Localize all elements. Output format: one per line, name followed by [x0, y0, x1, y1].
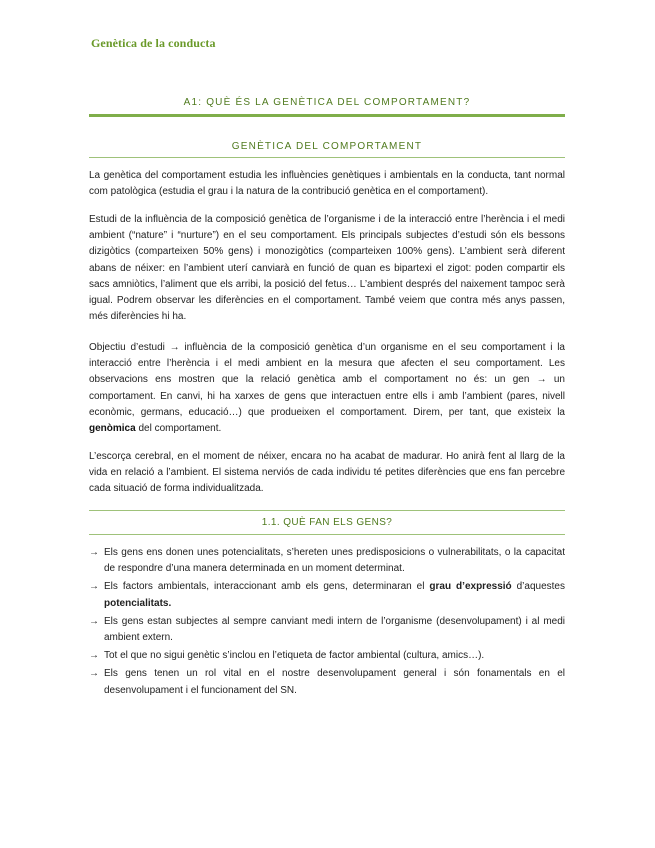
- arrow-icon: →: [89, 615, 99, 627]
- paragraph-objective: [89, 340, 565, 437]
- arrow-icon: →: [89, 650, 99, 662]
- heading-what-genes-do: 1.1. QUÈ FAN ELS GENS?: [261, 517, 393, 528]
- list-item-text: Els gens tenen un rol vital en el nostre desenvolupament general i són fonamentals en el desenvolupament i el funcionament del SN.: [104, 668, 565, 696]
- list-item: [89, 614, 565, 646]
- arrow-icon: →: [89, 581, 99, 593]
- running-header: Genètica de la conducta: [91, 36, 216, 50]
- paragraph-study: Estudi de la influència de la composició genètica de l’organisme i de la interacció entre l’herència i el medi ambient (“nature” i “nurture”) en el seu comportament. Els principals subjectes d’estudi són els bessons dizigòtics (comparteixen 50% gens) i monozigòtics (comparteixen 100% gens). L’ambient serà diferent abans de néixer: en l’ambient uterí canviarà en funció de quan es bipartexi el zigot: poden compartir els sacs amniòtics, l’aliment que els arribi, la posició del fetus… L’ambient després del naixement tampoc serà igual. Podrem observar les diferències en el comportament. També veiem que contra més anys passen, més diferències hi ha.: [89, 214, 565, 323]
- heading-rule-bottom: [89, 534, 565, 535]
- arrow-icon: →: [89, 668, 99, 680]
- keyword-genomica: genòmica: [89, 423, 136, 435]
- list-item-text-cont: d’aquestes: [511, 581, 565, 593]
- arrow-icon: →: [89, 547, 99, 558]
- list-item-text: Els gens estan subjectes al sempre canviant medi intern de l’organisme (desenvolupament) i al medi ambient extern.: [104, 615, 565, 644]
- heading-rule-top: [89, 510, 565, 511]
- paragraph-cortex: L’escorça cerebral, en el moment de néixer, encara no ha acabat de madurar. Ho anirà fent al llarg de la vida en relació a l’ambient. El sistema nerviós de cada individu té petites diferències que ens fan percebre cada situació de forma individualitzada.: [89, 451, 565, 495]
- subsection-divider: [89, 157, 565, 158]
- list-item-text: Tot el que no sigui genètic s’inclou en l’etiqueta de factor ambiental (cultura, amics…).: [104, 650, 485, 662]
- paragraph-objective-end: del comportament.: [135, 423, 222, 435]
- list-item-text: Els factors ambientals, interaccionant amb els gens, determinaran el: [104, 581, 430, 593]
- list-item: [89, 648, 565, 664]
- subsection-title: GENÈTICA DEL COMPORTAMENT: [231, 141, 423, 152]
- keyword-potencialitats: potencialitats.: [104, 597, 172, 609]
- paragraph-objective-text: Objectiu d’estudi → influència de la composició genètica d’un organisme en el seu comportament i la interacció entre l’herència i el medi ambient en la mesura que afecten el seu comportament. Les observacions ens mostren que la relació genètica amb el comportament no és: un gen → un comportament. En canvi, hi ha xarxes de gens que interactuen entre ells i amb l’ambient (pares, nivell econòmic, germans, educació…) que produeixen el comportament. Direm, per tant, que existeix la: [89, 342, 565, 418]
- list-item: [89, 545, 565, 577]
- list-item: [89, 579, 565, 611]
- paragraph-intro: La genètica del comportament estudia les influències genètiques i ambientals en la conducta, tant normal com patològica (estudia el grau i la natura de la contribució genètica en el comportament).: [89, 170, 565, 198]
- section-divider: [89, 114, 565, 117]
- keyword-grau-expressio: grau d’expressió: [429, 581, 512, 593]
- section-title: A1: QUÈ ÉS LA GENÈTICA DEL COMPORTAMENT?: [183, 97, 471, 108]
- list-item-text: Els gens ens donen unes potencialitats, s’hereten unes predisposicions o vulnerabilitats, o la capacitat de respondre d’una manera determinada en un moment determinat.: [104, 547, 565, 575]
- genes-list: [89, 545, 565, 701]
- list-item: [89, 666, 565, 698]
